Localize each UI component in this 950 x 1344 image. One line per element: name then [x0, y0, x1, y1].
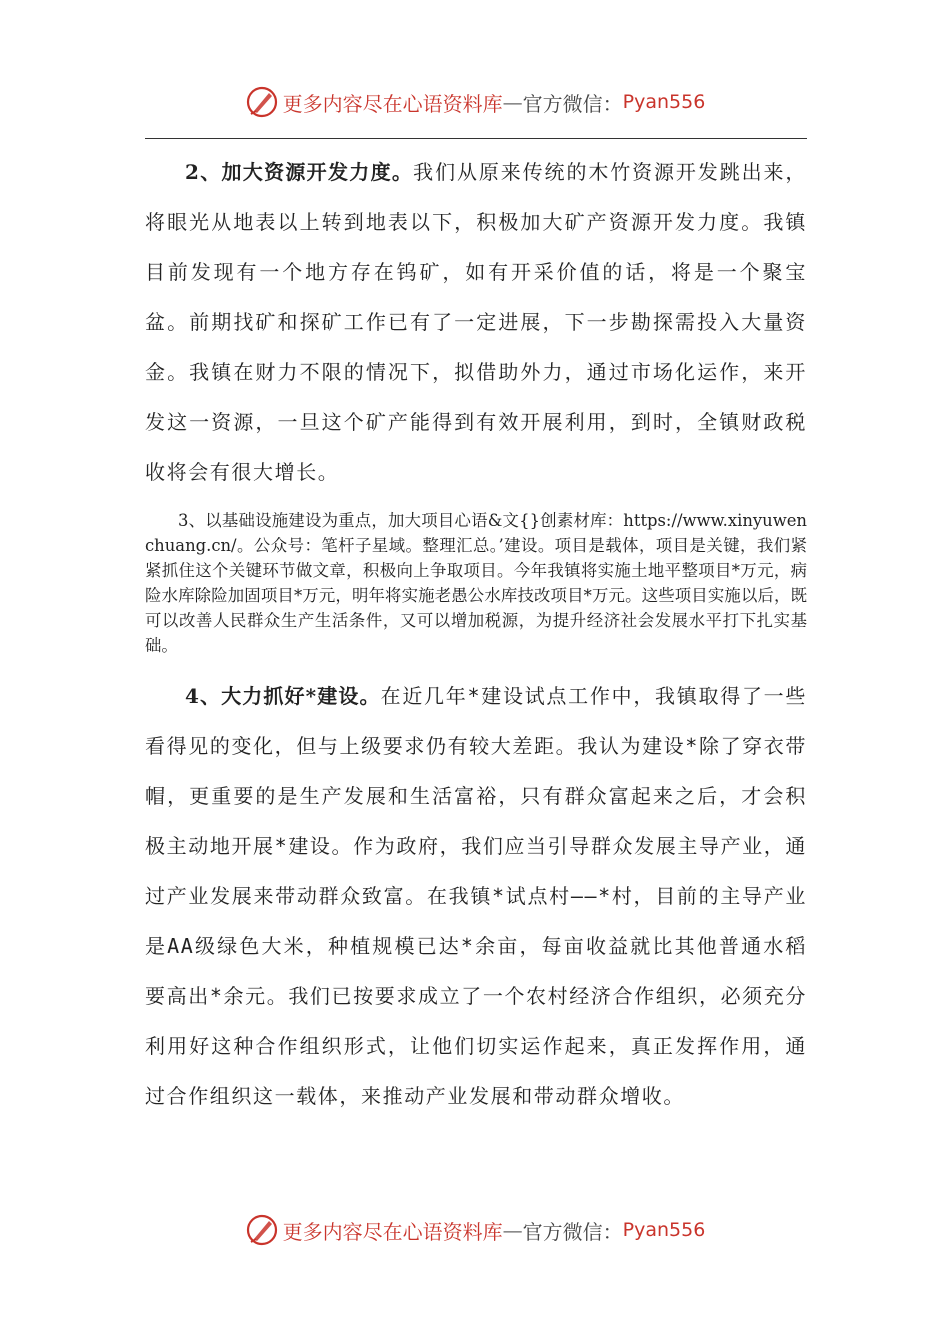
- footer-banner: [0, 1210, 950, 1250]
- banner-wechat-handle: Pyan556: [622, 1219, 706, 1241]
- banner-separator: —: [502, 90, 523, 114]
- banner-wechat-handle: Pyan556: [622, 91, 706, 113]
- paragraph-construction: [145, 671, 807, 1121]
- paragraph-infrastructure: [145, 508, 807, 658]
- paragraph-text: [145, 671, 807, 1121]
- paragraph-resource-development: [145, 147, 807, 497]
- banner-label-text: 官方微信：: [522, 1219, 623, 1244]
- quill-pen-logo-icon: [245, 1213, 279, 1247]
- banner-main-text: 更多内容尽在心语资料库: [282, 91, 503, 116]
- banner-main-text: 更多内容尽在心语资料库: [282, 1219, 503, 1244]
- header-banner: [0, 82, 950, 122]
- paragraph-lead: 2、加大资源开发力度。: [185, 160, 414, 184]
- paragraph-body: 3、以基础设施建设为重点，加大项目心语&文{}创素材库：https://www.xinyuwenchuang.cn/。公众号：笔杆子星域。整理汇总。’建设。项目是载体，项目是关键，我们紧紧抓住这个关键环节做文章，积极向上争取项目。今年我镇将实施土地平整项目*万元，病险水库除险加固项目*万元，明年将实施老愚公水库技改项目*万元。这些项目实施以后，既可以改善人民群众生产生活条件，又可以增加税源，为提升经济社会发展水平打下扎实基础。: [145, 511, 807, 655]
- paragraph-body: 我们从原来传统的木竹资源开发跳出来，将眼光从地表以上转到地表以下，积极加大矿产资源开发力度。我镇目前发现有一个地方存在钨矿，如有开采价值的话，将是一个聚宝盆。前期找矿和探矿工作已有了一定进展，下一步勘探需投入大量资金。我镇在财力不限的情况下，拟借助外力，通过市场化运作，来开发这一资源，一旦这个矿产能得到有效开展利用，到时，全镇财政税收将会有很大增长。: [145, 160, 807, 484]
- quill-pen-logo-icon: [245, 85, 279, 119]
- paragraph-text: [145, 147, 807, 497]
- paragraph-lead: 4、大力抓好*建设。: [185, 684, 381, 708]
- banner-label-text: 官方微信：: [522, 91, 623, 116]
- paragraph-body: 在近几年*建设试点工作中，我镇取得了一些看得见的变化，但与上级要求仍有较大差距。我认为建设*除了穿衣带帽，更重要的是生产发展和生活富裕，只有群众富起来之后，才会积极主动地开展*建设。作为政府，我们应当引导群众发展主导产业，通过产业发展来带动群众致富。在我镇*试点村——*村，目前的主导产业是AA级绿色大米，种植规模已达*余亩，每亩收益就比其他普通水稻要高出*余元。我们已按要求成立了一个农村经济合作组织，必须充分利用好这种合作组织形式，让他们切实运作起来，真正发挥作用，通过合作组织这一载体，来推动产业发展和带动群众增收。: [145, 684, 807, 1108]
- banner-separator: —: [502, 1218, 523, 1242]
- header-divider: [145, 138, 807, 139]
